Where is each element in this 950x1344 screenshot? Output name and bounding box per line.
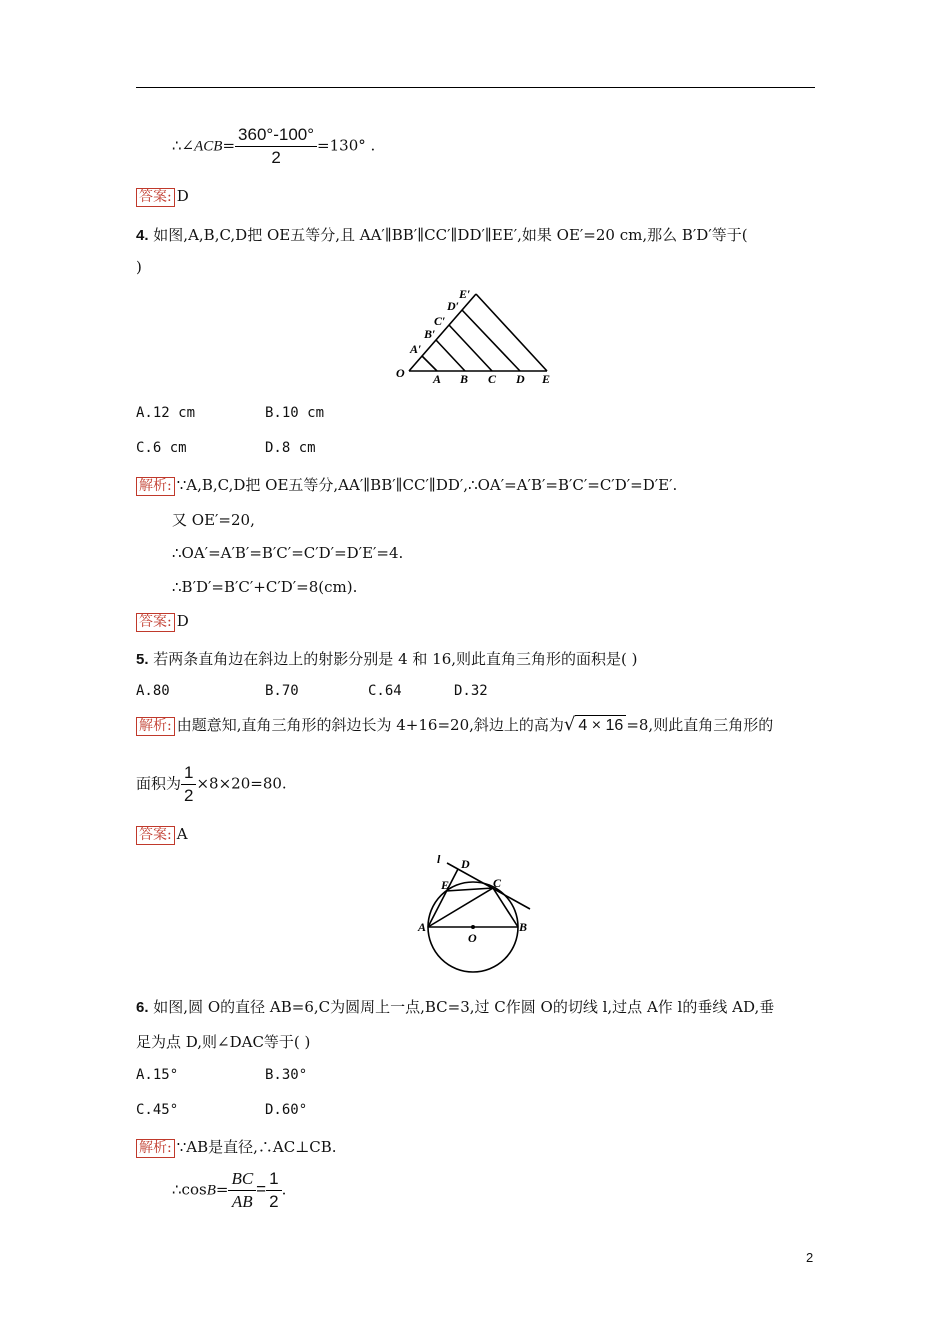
label-A: A bbox=[433, 372, 442, 386]
answer-tag: 答案: bbox=[136, 613, 175, 632]
label-O: O bbox=[396, 366, 405, 380]
analysis-tag: 解析: bbox=[136, 1139, 175, 1158]
question-4-stem: 4. 如图,A,B,C,D把 OE五等分,且 AA′∥BB′∥CC′∥DD′∥EE′,如果 OE′=20 cm,那么 B′D′等于( bbox=[136, 226, 748, 244]
analysis-tag: 解析: bbox=[136, 477, 175, 496]
parallel-lines-figure bbox=[390, 285, 560, 390]
q6-option-a: A.15° bbox=[136, 1067, 179, 1083]
q6-option-c: C.45° bbox=[136, 1102, 179, 1118]
q5-answer: 答案: A bbox=[136, 825, 188, 845]
label-C: C bbox=[488, 372, 497, 386]
label-B: B bbox=[519, 920, 528, 934]
question-5-stem: 5. 若两条直角边在斜边上的射影分别是 4 和 16,则此直角三角形的面积是( ) bbox=[136, 650, 638, 668]
angle-acb-formula: ∴∠ACB= $\frac{360^\circ-100^\circ}{2}$ =130° . bbox=[172, 125, 376, 167]
label-O: O bbox=[468, 931, 477, 945]
question-6-stem: 6. 如图,圆 O的直径 AB=6,C为圆周上一点,BC=3,过 C作圆 O的切线 l,过点 A作 l的垂线 AD,垂 bbox=[136, 998, 775, 1016]
label-D: D bbox=[516, 372, 525, 386]
question-4-stem-cont: ) bbox=[136, 258, 142, 276]
segment-AA bbox=[422, 356, 437, 371]
q5-area-line: 面积为 $\frac{1}{2}$ ×8×20=80. bbox=[136, 763, 287, 805]
q6-option-d: D.60° bbox=[265, 1102, 308, 1118]
page-number: 2 bbox=[806, 1250, 814, 1265]
label-B-prime: B′ bbox=[424, 327, 436, 341]
label-B: B bbox=[460, 372, 469, 386]
q4-option-b: B.10 cm bbox=[265, 405, 325, 421]
q6-option-b: B.30° bbox=[265, 1067, 308, 1083]
segment-DD bbox=[462, 310, 520, 371]
tangent-l bbox=[447, 863, 530, 909]
fraction-half: $\frac{1}{2}$ bbox=[266, 1168, 281, 1213]
center-point bbox=[471, 925, 475, 929]
q4-analysis-line3: ∴OA′=A′B′=B′C′=C′D′=D′E′=4. bbox=[172, 544, 404, 562]
fraction-bc-ab: $\frac{BC}{AB}$ bbox=[228, 1168, 256, 1213]
segment-EC bbox=[446, 888, 493, 891]
label-E-prime: E′ bbox=[459, 287, 471, 301]
q4-analysis: 解析: ∵A,B,C,D把 OE五等分,AA′∥BB′∥CC′∥DD′,∴OA′=A′B′=B′C′=C′D′=D′E′. bbox=[136, 474, 677, 496]
fraction-half: $\frac{1}{2}$ bbox=[181, 762, 196, 807]
q5-analysis: 解析: 由题意知,直角三角形的斜边长为 4+16=20,斜边上的高为√ 4 × 16 =8,则此直角三角形的 bbox=[136, 714, 773, 736]
fraction: $\frac{360^\circ-100^\circ}{2}$ bbox=[235, 124, 317, 169]
q4-answer: 答案: D bbox=[136, 612, 189, 632]
segment-EE bbox=[476, 294, 547, 371]
q5-option-c: C.64 bbox=[368, 683, 402, 699]
answer-tag: 答案: bbox=[136, 826, 175, 845]
segment-CC bbox=[449, 325, 492, 371]
q4-analysis-line2: 又 OE′=20, bbox=[172, 511, 255, 529]
label-C: C bbox=[493, 876, 502, 890]
line-OE-prime bbox=[409, 294, 476, 371]
label-E: E bbox=[542, 372, 551, 386]
segment-BB bbox=[436, 340, 465, 371]
q4-option-a: A.12 cm bbox=[136, 405, 196, 421]
question-6-stem-cont: 足为点 D,则∠DAC等于( ) bbox=[136, 1033, 311, 1051]
q4-option-c: C.6 cm bbox=[136, 440, 187, 456]
q5-option-d: D.32 bbox=[454, 683, 488, 699]
label-A: A bbox=[418, 920, 427, 934]
q6-cos-formula: ∴cosB= $\frac{BC}{AB}$ = $\frac{1}{2}$ . bbox=[172, 1169, 287, 1211]
label-C-prime: C′ bbox=[434, 314, 446, 328]
circle-tangent-figure bbox=[415, 853, 540, 975]
q4-option-d: D.8 cm bbox=[265, 440, 316, 456]
label-D: D bbox=[461, 857, 470, 871]
header-rule bbox=[136, 87, 815, 88]
label-A-prime: A′ bbox=[410, 342, 422, 356]
answer-tag: 答案: bbox=[136, 188, 175, 207]
answer-line: 答案: D bbox=[136, 187, 189, 207]
label-l: l bbox=[437, 853, 441, 866]
q4-analysis-line4: ∴B′D′=B′C′+C′D′=8(cm). bbox=[172, 578, 358, 596]
label-E: E bbox=[441, 878, 450, 892]
q6-analysis: 解析: ∵AB是直径,∴AC⊥CB. bbox=[136, 1136, 337, 1158]
sqrt-expression: 4 × 16 bbox=[575, 715, 626, 736]
q5-option-a: A.80 bbox=[136, 683, 170, 699]
label-D-prime: D′ bbox=[447, 299, 460, 313]
analysis-tag: 解析: bbox=[136, 717, 175, 736]
q5-option-b: B.70 bbox=[265, 683, 299, 699]
